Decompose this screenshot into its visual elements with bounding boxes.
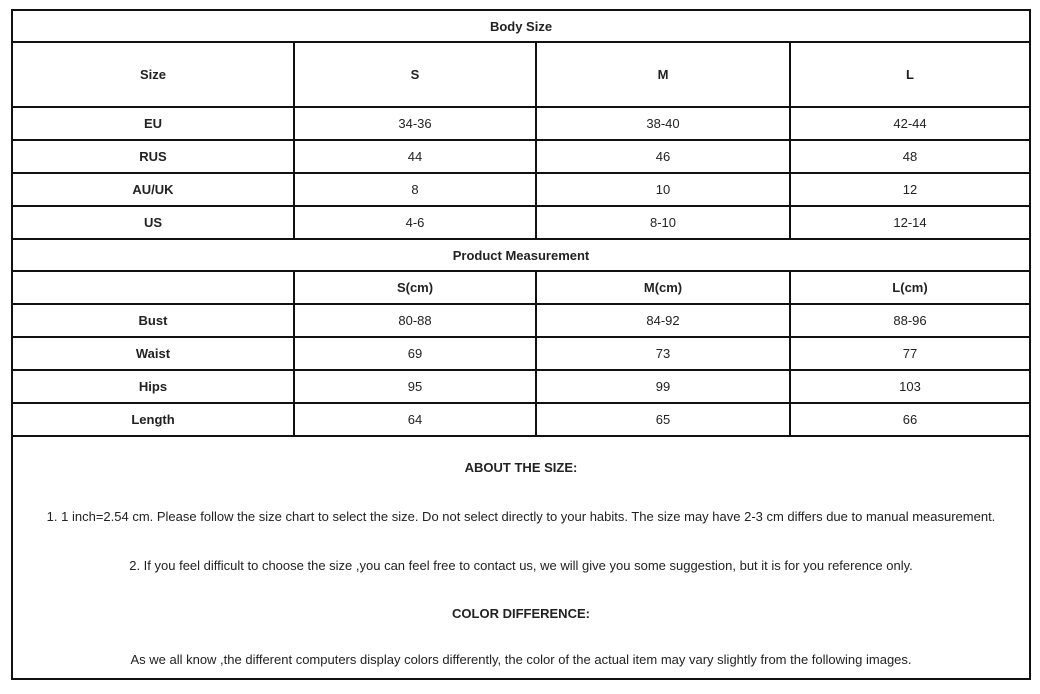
body-size-title-row [12,10,1030,42]
row-label: Length [12,403,294,436]
table-cell: 77 [790,337,1030,370]
table-cell: 103 [790,370,1030,403]
row-label: Waist [12,337,294,370]
row-label: Hips [12,370,294,403]
header-cell: M(cm) [536,271,790,304]
notes-cell [12,436,1030,679]
body-size-header-row [12,42,1030,107]
table-cell: 80-88 [294,304,536,337]
header-cell: L [790,42,1030,107]
notes-row [12,436,1030,679]
table-row [12,304,1030,337]
table-row [12,107,1030,140]
table-cell: 8 [294,173,536,206]
about-size-note-2: 2. If you feel difficult to choose the size ,you can feel free to contact us, we will give you some suggestion, but it is for you reference only. [129,557,913,573]
header-cell: S [294,42,536,107]
table-cell: 12 [790,173,1030,206]
row-label: US [12,206,294,239]
row-label: EU [12,107,294,140]
table-cell: 4-6 [294,206,536,239]
header-cell: M [536,42,790,107]
table-row [12,206,1030,239]
row-label: RUS [12,140,294,173]
table-cell: 44 [294,140,536,173]
product-measurement-header-row [12,271,1030,304]
row-label: AU/UK [12,173,294,206]
table-cell: 65 [536,403,790,436]
color-difference-note: As we all know ,the different computers display colors differently, the color of the actual item may vary slightly from the following images. [130,651,912,667]
size-chart [11,9,1029,680]
header-cell [12,271,294,304]
table-cell: 66 [790,403,1030,436]
body-size-title: Body Size [12,10,1030,42]
table-cell: 46 [536,140,790,173]
table-cell: 8-10 [536,206,790,239]
table-cell: 12-14 [790,206,1030,239]
table-cell: 99 [536,370,790,403]
table-row [12,403,1030,436]
table-row [12,140,1030,173]
header-cell: Size [12,42,294,107]
table-row [12,370,1030,403]
table-row [12,337,1030,370]
table-cell: 10 [536,173,790,206]
product-measurement-title-row [12,239,1030,271]
size-chart-table [11,9,1031,680]
product-measurement-title: Product Measurement [12,239,1030,271]
table-cell: 69 [294,337,536,370]
table-cell: 95 [294,370,536,403]
about-size-heading: ABOUT THE SIZE: [464,459,578,475]
row-label: Bust [12,304,294,337]
color-difference-heading: COLOR DIFFERENCE: [452,605,590,621]
header-cell: S(cm) [294,271,536,304]
table-cell: 88-96 [790,304,1030,337]
table-cell: 42-44 [790,107,1030,140]
header-cell: L(cm) [790,271,1030,304]
table-cell: 38-40 [536,107,790,140]
about-size-note-1: 1. 1 inch=2.54 cm. Please follow the size chart to select the size. Do not select directly to your habits. The size may have 2-3 cm differs due to manual measurement. [46,508,996,524]
table-cell: 34-36 [294,107,536,140]
table-cell: 48 [790,140,1030,173]
table-cell: 73 [536,337,790,370]
table-row [12,173,1030,206]
table-cell: 64 [294,403,536,436]
table-cell: 84-92 [536,304,790,337]
